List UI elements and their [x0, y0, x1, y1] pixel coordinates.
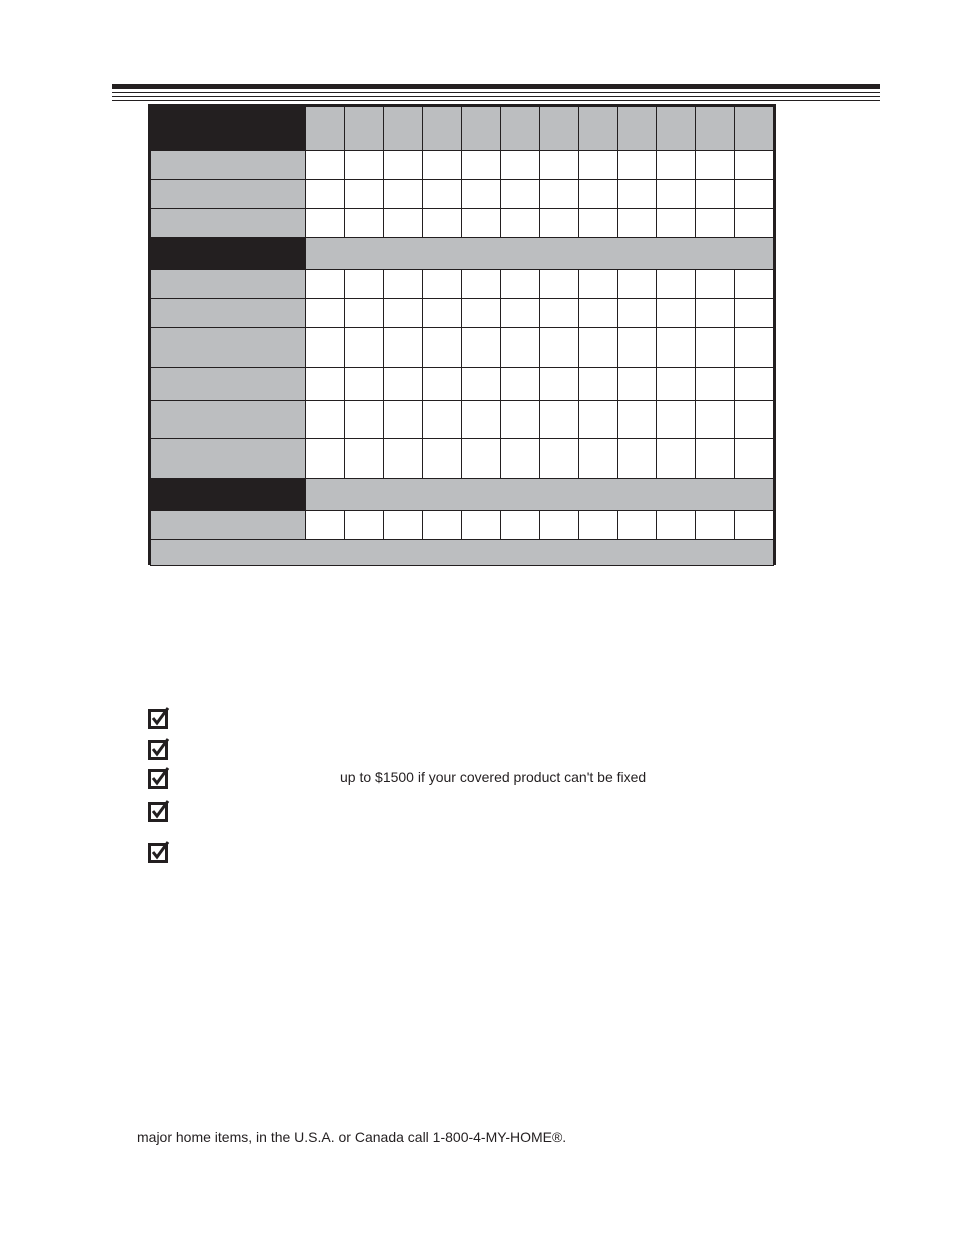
table-cell	[462, 401, 501, 439]
table-cell	[501, 209, 540, 238]
header-label-cell	[151, 107, 306, 151]
row-label-cell	[151, 180, 306, 209]
header-rule-thin	[112, 96, 880, 97]
table-cell	[501, 511, 540, 540]
table-cell	[540, 401, 579, 439]
table-cell	[345, 209, 384, 238]
table-cell	[384, 328, 423, 368]
checkbox-checked-icon	[148, 841, 170, 863]
table-cell	[579, 439, 618, 479]
table-cell	[462, 270, 501, 299]
table-cell	[423, 299, 462, 328]
table-cell	[345, 439, 384, 479]
footer-text: major home items, in the U.S.A. or Canada call 1-800-4-MY-HOME®.	[137, 1129, 567, 1145]
table-cell	[618, 439, 657, 479]
table-cell	[735, 368, 774, 401]
table-cell	[384, 401, 423, 439]
table-cell	[735, 401, 774, 439]
table-cell	[501, 270, 540, 299]
table-cell	[579, 368, 618, 401]
table-cell	[735, 328, 774, 368]
table-cell	[579, 270, 618, 299]
row-label-cell	[151, 368, 306, 401]
table-cell	[345, 328, 384, 368]
coverage-table	[148, 104, 776, 565]
table-cell	[618, 328, 657, 368]
table-cell	[618, 209, 657, 238]
header-cell	[462, 107, 501, 151]
table-cell	[696, 439, 735, 479]
table-row	[151, 511, 774, 540]
table-row	[151, 209, 774, 238]
table-cell	[423, 511, 462, 540]
row-label-cell	[151, 511, 306, 540]
table-cell	[657, 209, 696, 238]
table-cell	[657, 401, 696, 439]
table-cell	[306, 209, 345, 238]
header-cell	[345, 107, 384, 151]
table-cell	[501, 299, 540, 328]
table-cell	[579, 328, 618, 368]
table-cell	[462, 368, 501, 401]
table-row	[151, 401, 774, 439]
table-cell	[696, 180, 735, 209]
table-cell	[618, 180, 657, 209]
checkbox-checked-icon	[148, 738, 170, 760]
table-cell	[735, 151, 774, 180]
table-cell	[384, 270, 423, 299]
table-cell	[579, 511, 618, 540]
table-row	[151, 107, 774, 151]
table-cell	[345, 151, 384, 180]
table-row	[151, 479, 774, 511]
table-cell	[345, 368, 384, 401]
table-cell	[306, 270, 345, 299]
section-header-cell	[151, 238, 306, 270]
table-cell	[306, 180, 345, 209]
table-row	[151, 540, 774, 566]
table-cell	[657, 151, 696, 180]
table-cell	[423, 401, 462, 439]
section-band-cell	[306, 479, 774, 511]
header-cell	[501, 107, 540, 151]
table-cell	[462, 328, 501, 368]
table-footer-cell	[151, 540, 774, 566]
table-cell	[423, 270, 462, 299]
table-cell	[579, 180, 618, 209]
checkbox-checked-icon	[148, 800, 170, 822]
header-cell	[306, 107, 345, 151]
table-cell	[384, 299, 423, 328]
table-cell	[345, 270, 384, 299]
table-cell	[735, 511, 774, 540]
table-row	[151, 180, 774, 209]
table-cell	[735, 439, 774, 479]
table-cell	[540, 180, 579, 209]
table-cell	[735, 209, 774, 238]
row-label-cell	[151, 270, 306, 299]
row-label-cell	[151, 439, 306, 479]
table-cell	[384, 439, 423, 479]
table-cell	[696, 151, 735, 180]
table-cell	[501, 328, 540, 368]
table-cell	[540, 439, 579, 479]
header-cell	[618, 107, 657, 151]
table-cell	[657, 299, 696, 328]
table-cell	[423, 151, 462, 180]
table-cell	[696, 270, 735, 299]
table-cell	[306, 368, 345, 401]
table-cell	[657, 368, 696, 401]
table-cell	[306, 299, 345, 328]
table-cell	[579, 151, 618, 180]
table-row	[151, 439, 774, 479]
table-cell	[657, 180, 696, 209]
table-cell	[423, 368, 462, 401]
table-cell	[540, 151, 579, 180]
table-cell	[306, 151, 345, 180]
table-cell	[462, 299, 501, 328]
table-cell	[540, 209, 579, 238]
table-cell	[657, 439, 696, 479]
table-cell	[345, 299, 384, 328]
header-rule-thick	[112, 84, 880, 89]
table-cell	[735, 299, 774, 328]
table-cell	[735, 270, 774, 299]
table-cell	[345, 180, 384, 209]
table-cell	[384, 511, 423, 540]
table-cell	[423, 439, 462, 479]
table-cell	[423, 180, 462, 209]
table-cell	[618, 368, 657, 401]
table-cell	[618, 151, 657, 180]
table-cell	[462, 151, 501, 180]
table-cell	[657, 328, 696, 368]
table-cell	[618, 511, 657, 540]
table-cell	[462, 209, 501, 238]
header-cell	[423, 107, 462, 151]
table-cell	[540, 368, 579, 401]
table-cell	[696, 511, 735, 540]
table-cell	[423, 209, 462, 238]
section-band-cell	[306, 238, 774, 270]
table-cell	[384, 368, 423, 401]
table-cell	[462, 180, 501, 209]
table-cell	[696, 368, 735, 401]
table-cell	[306, 401, 345, 439]
row-label-cell	[151, 299, 306, 328]
table-cell	[696, 328, 735, 368]
header-cell	[540, 107, 579, 151]
table-cell	[657, 511, 696, 540]
header-cell	[579, 107, 618, 151]
table-cell	[657, 270, 696, 299]
table-cell	[540, 270, 579, 299]
table-cell	[540, 511, 579, 540]
table-cell	[501, 439, 540, 479]
table-cell	[540, 299, 579, 328]
table-cell	[540, 328, 579, 368]
row-label-cell	[151, 328, 306, 368]
row-label-cell	[151, 401, 306, 439]
table-cell	[579, 401, 618, 439]
header-rule-thin	[112, 92, 880, 93]
row-label-cell	[151, 209, 306, 238]
table-cell	[306, 439, 345, 479]
table-cell	[696, 299, 735, 328]
table-row	[151, 238, 774, 270]
table-cell	[501, 151, 540, 180]
checkbox-checked-icon	[148, 767, 170, 789]
header-rule-thin	[112, 100, 880, 101]
table-row	[151, 299, 774, 328]
table-cell	[306, 328, 345, 368]
table-cell	[345, 401, 384, 439]
table-cell	[345, 511, 384, 540]
table-cell	[696, 209, 735, 238]
row-label-cell	[151, 151, 306, 180]
table-cell	[423, 328, 462, 368]
header-cell	[696, 107, 735, 151]
table-row	[151, 368, 774, 401]
table-cell	[735, 180, 774, 209]
checkbox-checked-icon	[148, 707, 170, 729]
table-cell	[306, 511, 345, 540]
header-cell	[735, 107, 774, 151]
table-cell	[384, 209, 423, 238]
header-cell	[657, 107, 696, 151]
table-cell	[384, 180, 423, 209]
table-row	[151, 151, 774, 180]
section-header-cell	[151, 479, 306, 511]
table-cell	[618, 401, 657, 439]
table-cell	[618, 299, 657, 328]
table-row	[151, 270, 774, 299]
table-cell	[501, 368, 540, 401]
table-cell	[618, 270, 657, 299]
table-cell	[579, 209, 618, 238]
table-row	[151, 328, 774, 368]
table-cell	[462, 511, 501, 540]
header-cell	[384, 107, 423, 151]
benefit-text: up to $1500 if your covered product can't be fixed	[340, 769, 647, 785]
table-cell	[579, 299, 618, 328]
table-cell	[462, 439, 501, 479]
table-cell	[501, 401, 540, 439]
table-cell	[696, 401, 735, 439]
table-cell	[384, 151, 423, 180]
table-cell	[501, 180, 540, 209]
